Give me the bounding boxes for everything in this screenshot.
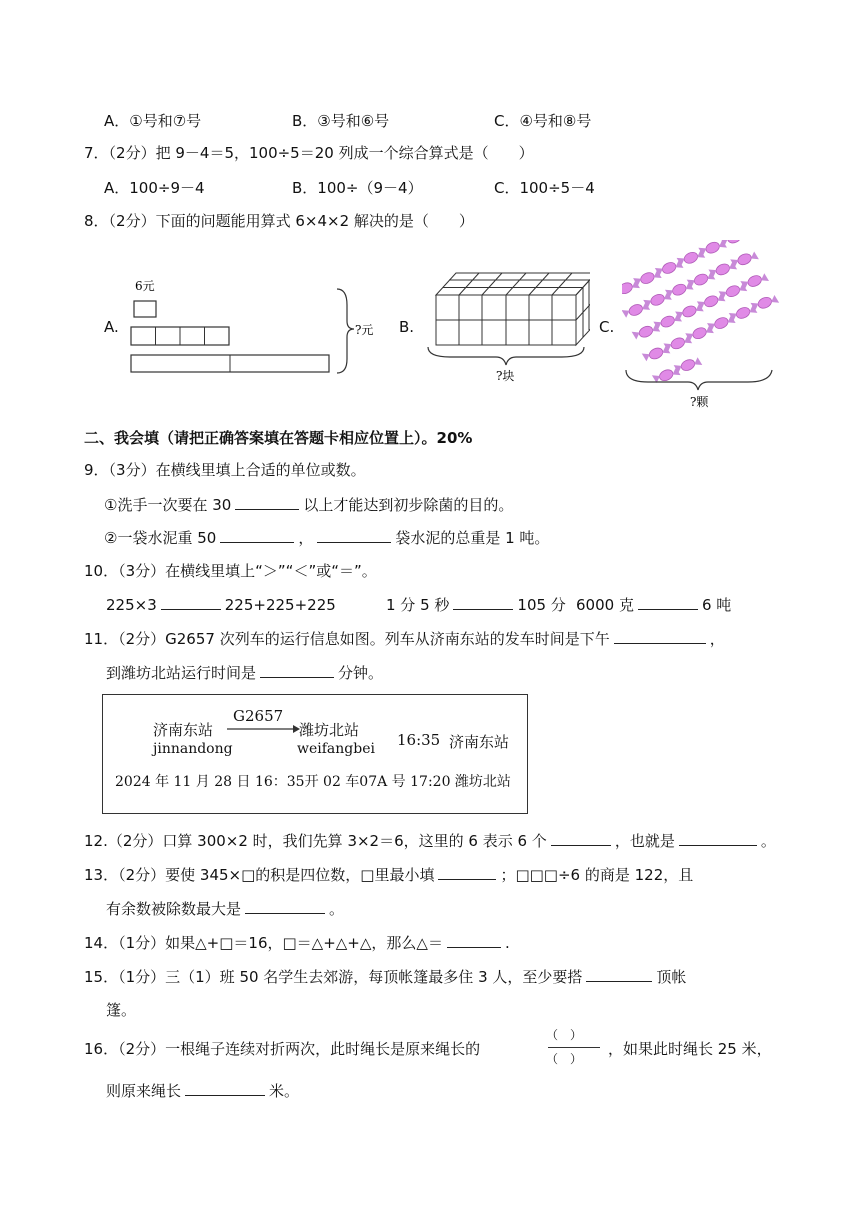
q6-option-c: C．④号和⑧号 — [494, 112, 592, 130]
bar-model-figure — [125, 275, 385, 385]
q16-line-2-end: 米。 — [269, 1082, 300, 1100]
q13-line-1-text: 13．（2分）要使 345×□的积是四位数，□里最小填 — [84, 866, 435, 884]
ticket-from-pinyin: jinnandong — [153, 741, 233, 757]
q10-2-right: 105 分 — [517, 596, 566, 614]
q14 — [84, 932, 510, 953]
q14-text: 14．（1分）如果△+□＝16，□＝△+△+△，那么△＝ — [84, 934, 443, 952]
q12-blank-1[interactable] — [551, 830, 611, 846]
q9-line-2-comma: ， — [298, 529, 314, 547]
q10-1-right: 225+225+225 — [224, 596, 336, 614]
q8-label-b: B. — [399, 318, 415, 336]
price-label: 6元 — [135, 279, 155, 293]
q9-blank-1[interactable] — [235, 494, 299, 510]
q9-line-1-text: ①洗手一次要在 30 — [104, 496, 232, 514]
q13-blank-2[interactable] — [245, 898, 325, 914]
q13-line-1 — [84, 864, 693, 885]
fraction-bar — [548, 1047, 600, 1048]
q11-blank-2[interactable] — [260, 662, 334, 678]
section-2-title: 二、我会填（请把正确答案填在答题卡相应位置上）。20% — [84, 429, 473, 447]
q9-line-1-end: 以上才能达到初步除菌的目的。 — [303, 496, 514, 514]
q15-blank[interactable] — [586, 966, 652, 982]
q16-line-1-b: ，如果此时绳长 25 米， — [608, 1040, 772, 1058]
q10-stem: 10．（3分）在横线里填上“＞”“＜”或“＝”。 — [84, 562, 377, 580]
q7-option-a: A．100÷9－4 — [104, 179, 205, 197]
block-count-question: ?块 — [496, 369, 515, 383]
q12-text: 12.（2分）口算 300×2 时，我们先算 3×2＝6，这里的 6 表示 6 个 — [84, 832, 547, 850]
q10-compare-1 — [106, 594, 336, 615]
q6-option-b: B．③号和⑥号 — [292, 112, 390, 130]
q13-line-2 — [106, 898, 344, 919]
ticket-to-station: 潍坊北站 — [299, 721, 360, 739]
q11-line-2-text: 到潍坊北站运行时间是 — [106, 664, 257, 682]
q10-1-left: 225×3 — [106, 596, 157, 614]
q10-3-left: 6000 克 — [576, 596, 634, 614]
q9-blank-3[interactable] — [317, 527, 391, 543]
q8-stem: 8．（2分）下面的问题能用算式 6×4×2 解决的是（ ） — [84, 212, 474, 230]
fraction-denominator[interactable]: （ ） — [546, 1052, 583, 1066]
q8-label-c: C. — [599, 318, 615, 336]
q15-line-1 — [84, 966, 686, 987]
q13-line-2-end: 。 — [329, 900, 345, 918]
q14-blank[interactable] — [447, 932, 501, 948]
ticket-to-pinyin: weifangbei — [297, 741, 375, 757]
q10-blank-3[interactable] — [638, 594, 698, 610]
q8-label-a: A. — [104, 318, 119, 336]
q16-line-1-a: 16．（2分）一根绳子连续对折两次，此时绳长是原来绳长的 — [84, 1040, 481, 1058]
q9-line-2-text: ②一袋水泥重 50 — [104, 529, 217, 547]
fraction-numerator[interactable]: （ ） — [546, 1028, 583, 1042]
q11-line-1-end: ， — [709, 630, 725, 648]
q7-option-b: B．100÷（9－4） — [292, 179, 423, 197]
ticket-train-number: G2657 — [233, 707, 284, 725]
q16-line-2-text: 则原来绳长 — [106, 1082, 182, 1100]
q6-option-a: A．①号和⑦号 — [104, 112, 202, 130]
q10-blank-2[interactable] — [453, 594, 513, 610]
q11-line-1 — [84, 628, 725, 649]
arrow-right-icon — [225, 721, 301, 735]
q12 — [84, 830, 776, 851]
q13-line-1-end: ；□□□÷6 的商是 122，且 — [500, 866, 694, 884]
q12-mid: ，也就是 — [614, 832, 675, 850]
q10-compare-3 — [576, 594, 731, 615]
ticket-details: 2024 年 11 月 28 日 16：35开 02 车07A 号 17:20 潍坊北站 — [115, 774, 511, 790]
q14-end: . — [504, 934, 510, 952]
candy-count-question: ?颗 — [690, 395, 709, 409]
total-price-question: ?元 — [355, 323, 374, 337]
q13-line-2-text: 有余数被除数最大是 — [106, 900, 242, 918]
q10-compare-2 — [386, 594, 566, 615]
q9-blank-2[interactable] — [220, 527, 294, 543]
q11-line-1-text: 11．（2分）G2657 次列车的运行信息如图。列车从济南东站的发车时间是下午 — [84, 630, 610, 648]
q9-line-2-end: 袋水泥的总重是 1 吨。 — [395, 529, 550, 547]
ticket-station: 济南东站 — [449, 733, 510, 751]
q10-blank-1[interactable] — [161, 594, 221, 610]
cube-block-figure — [420, 265, 590, 385]
train-ticket — [102, 694, 528, 814]
q12-end: 。 — [760, 832, 776, 850]
q7-stem: 7．（2分）把 9－4＝5，100÷5＝20 列成一个综合算式是（ ） — [84, 144, 534, 162]
q16-blank[interactable] — [185, 1080, 265, 1096]
q15-line-1-text: 15．（1分）三（1）班 50 名学生去郊游，每顶帐篷最多住 3 人，至少要搭 — [84, 968, 583, 986]
q7-option-c: C．100÷5－4 — [494, 179, 595, 197]
q9-stem: 9．（3分）在横线里填上合适的单位或数。 — [84, 461, 366, 479]
q11-line-2-end: 分钟。 — [338, 664, 384, 682]
q15-line-2: 篷。 — [106, 1001, 137, 1019]
q10-3-right: 6 吨 — [701, 596, 732, 614]
q12-blank-2[interactable] — [679, 830, 757, 846]
q9-line-1 — [104, 494, 513, 515]
ticket-time: 16:35 — [397, 731, 441, 749]
ticket-from-station: 济南东站 — [153, 721, 214, 739]
q10-2-left: 1 分 5 秒 — [386, 596, 450, 614]
fraction-blank[interactable] — [546, 1026, 604, 1070]
q11-blank-1[interactable] — [614, 628, 706, 644]
q16-line-2 — [106, 1080, 299, 1101]
q9-line-2 — [104, 527, 549, 548]
candy-grid-figure — [622, 240, 782, 412]
q11-line-2 — [106, 662, 383, 683]
q13-blank-1[interactable] — [438, 864, 496, 880]
q15-line-1-end: 顶帐 — [656, 968, 687, 986]
